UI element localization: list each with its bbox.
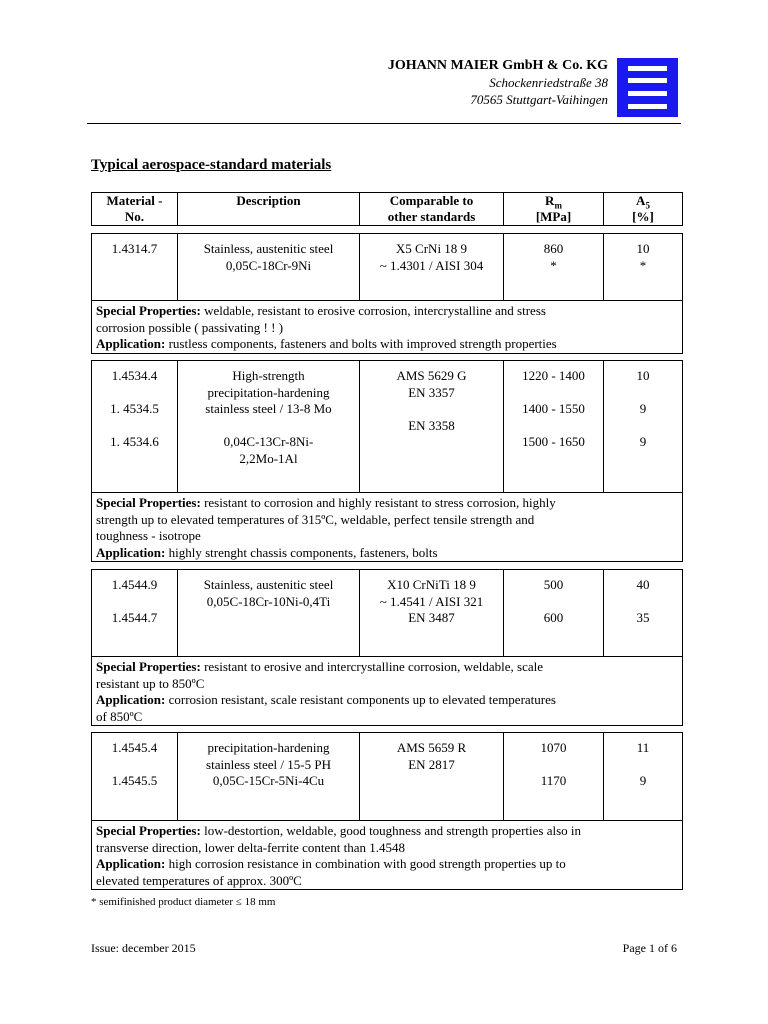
table-row <box>92 733 683 821</box>
cell-comparable: AMS 5659 R EN 2817 <box>360 733 504 821</box>
cell-material: 1.4545.4 1.4545.5 <box>92 733 178 821</box>
cell-comparable: X5 CrNi 18 9 ~ 1.4301 / AISI 304 <box>360 234 504 301</box>
table-row <box>92 570 683 657</box>
properties-cell <box>92 821 683 890</box>
table-row <box>92 493 683 562</box>
logo-bar <box>628 66 667 71</box>
application-text: elevated temperatures of approx. 300ºC <box>96 872 302 888</box>
cell-comparable: X10 CrNiTi 18 9 ~ 1.4541 / AISI 321 EN 3487 <box>360 570 504 657</box>
page-title: Typical aerospace-standard materials <box>91 157 332 173</box>
special-properties: Special Properties: low-destortion, weldable, good toughness and strength properties also in <box>96 823 582 838</box>
special-properties: Special Properties: resistant to corrosion and highly resistant to stress corrosion, highly <box>96 495 556 510</box>
material-group-table <box>91 732 683 890</box>
issue-date: Issue: december 2015 <box>91 941 196 955</box>
material-group-table <box>91 360 683 562</box>
special-properties: transverse direction, lower delta-ferrite content than 1.4548 <box>96 839 405 855</box>
company-street: Schockenriedstraße 38 <box>489 75 608 90</box>
table-row <box>92 821 683 890</box>
material-group-table <box>91 233 683 354</box>
cell-description: High-strength precipitation-hardening stainless steel / 13-8 Mo 0,04C-13Cr-8Ni- 2,2Mo-1Al <box>178 361 360 493</box>
cell-material: 1.4314.7 <box>92 234 178 301</box>
cell-rm: 500 600 <box>504 570 604 657</box>
properties-cell <box>92 493 683 562</box>
col-header-a5: $A_5$ [%] <box>604 193 683 226</box>
company-logo <box>617 58 678 117</box>
special-properties: Special Properties: weldable, resistant to erosive corrosion, intercrystalline and stress <box>96 303 546 318</box>
col-header-comparable: Comparable to other standards <box>360 193 504 226</box>
table-row <box>92 301 683 354</box>
table-row <box>92 234 683 301</box>
special-properties: corrosion possible ( passivating ! ! ) <box>96 319 284 335</box>
company-city: 70565 Stuttgart-Vaihingen <box>470 92 608 107</box>
cell-rm: 1220 - 1400 1400 - 1550 1500 - 1650 <box>504 361 604 493</box>
col-header-material: Material - No. <box>92 193 178 226</box>
logo-bar <box>628 78 667 83</box>
cell-description: Stainless, austenitic steel 0,05C-18Cr-9Ni <box>178 234 360 301</box>
header-divider <box>87 123 681 124</box>
col-header-rm: $R_m$ [MPa] <box>504 193 604 226</box>
column-header-table <box>91 192 683 226</box>
cell-a5: 40 35 <box>604 570 683 657</box>
cell-a5: 11 9 <box>604 733 683 821</box>
cell-material: 1.4534.4 1. 4534.5 1. 4534.6 <box>92 361 178 493</box>
cell-rm: 860 * <box>504 234 604 301</box>
cell-a5: 10 9 9 <box>604 361 683 493</box>
table-row <box>92 657 683 726</box>
letterhead <box>388 57 608 108</box>
application-text: of 850ºC <box>96 708 143 724</box>
application-text: Application: highly strenght chassis components, fasteners, bolts <box>96 544 438 560</box>
logo-bar <box>628 104 667 109</box>
properties-cell <box>92 301 683 354</box>
special-properties: strength up to elevated temperatures of 315ºC, weldable, perfect tensile strength and <box>96 511 535 527</box>
application-text: Application: high corrosion resistance in combination with good strength properties up to <box>96 856 566 871</box>
cell-material: 1.4544.9 1.4544.7 <box>92 570 178 657</box>
cell-description: precipitation-hardening stainless steel / 15-5 PH 0,05C-15Cr-5Ni-4Cu <box>178 733 360 821</box>
special-properties: resistant up to 850ºC <box>96 675 205 691</box>
company-name: JOHANN MAIER GmbH & Co. KG <box>387 58 608 73</box>
cell-a5: 10 * <box>604 234 683 301</box>
application-text: Application: rustless components, fasteners and bolts with improved strength properties <box>96 336 557 351</box>
table-row <box>92 361 683 493</box>
col-header-description: Description <box>178 193 360 226</box>
cell-comparable: AMS 5629 G EN 3357 EN 3358 <box>360 361 504 493</box>
material-group-table <box>91 569 683 726</box>
page-number: Page 1 of 6 <box>622 941 677 955</box>
special-properties: Special Properties: resistant to erosive and intercrystalline corrosion, weldable, scale <box>96 659 544 674</box>
special-properties: toughness - isotrope <box>96 528 201 543</box>
properties-cell <box>92 657 683 726</box>
cell-rm: 1070 1170 <box>504 733 604 821</box>
application-text: Application: corrosion resistant, scale resistant components up to elevated temperatures <box>96 692 556 707</box>
footnote: * semifinished product diameter ≤ 18 mm <box>91 896 276 908</box>
logo-bar <box>628 91 667 96</box>
cell-description: Stainless, austenitic steel 0,05C-18Cr-10Ni-0,4Ti <box>178 570 360 657</box>
